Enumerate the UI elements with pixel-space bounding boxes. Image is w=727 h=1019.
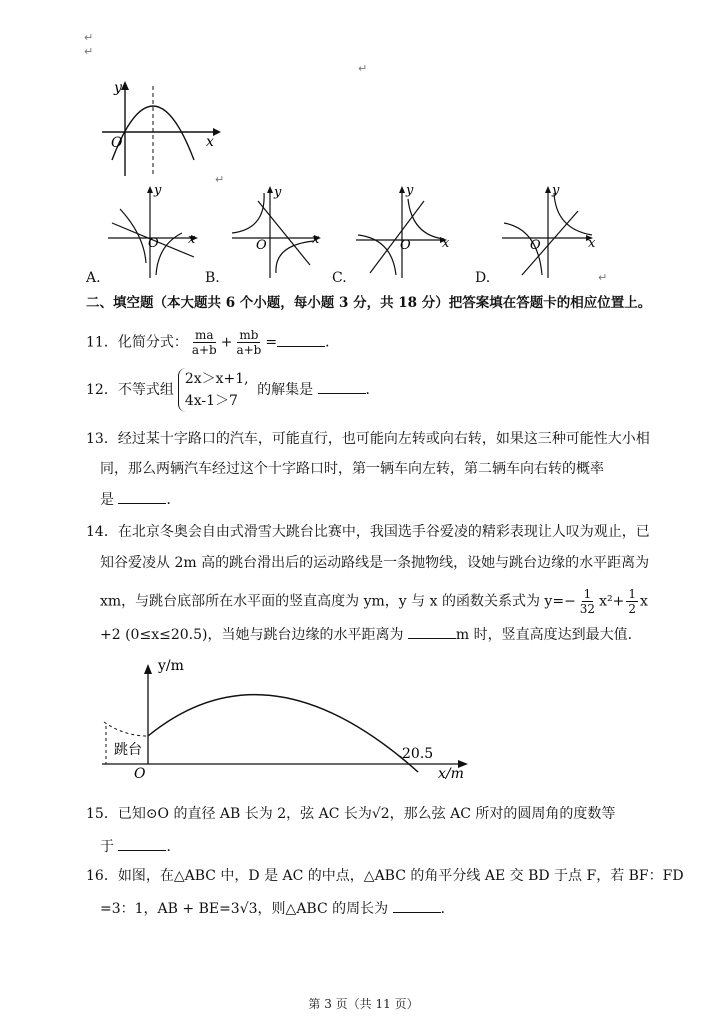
section-title: 二、填空题（本大题共 6 个小题，每小题 3 分，共 18 分）把答案填在答题卡的相应位置上。 [86, 295, 652, 311]
option-c-letter: C. [332, 270, 347, 286]
graph-origin: O [134, 766, 146, 782]
svg-text:x: x [442, 236, 450, 251]
x-axis-label: x [206, 134, 214, 150]
return-mark: ↵ [84, 45, 94, 58]
svg-text:y: y [274, 185, 282, 200]
svg-text:y: y [406, 183, 414, 198]
svg-text:O: O [530, 238, 541, 253]
q14-line3: xm，与跳台底部所在水平面的竖直高度为 ym，y 与 x 的函数关系式为 y=− $\frac{1}{32}$ x²+ $\frac{1}{2}$ x [100, 587, 648, 616]
origin-label: O [111, 135, 123, 151]
svg-text:O: O [256, 238, 267, 253]
svg-text:y: y [154, 183, 162, 198]
y-axis-label: y [114, 80, 122, 96]
page-footer: 第 3 页（共 11 页） [308, 997, 419, 1011]
q14-line1: 14．在北京冬奥会自由式滑雪大跳台比赛中，我国选手谷爱凌的精彩表现让人叹为观止，已 [86, 524, 650, 540]
svg-text:O: O [148, 236, 159, 251]
q16-line1: 16．如图，在△ABC 中，D 是 AC 的中点，△ABC 的角平分线 AE 交 BD 于点 F，若 BF：FD [86, 868, 684, 884]
q16-line2: =3：1，AB + BE=3√3，则△ABC 的周长为 ． [100, 898, 455, 919]
answer-blank[interactable] [408, 624, 456, 639]
answer-blank[interactable] [118, 836, 166, 851]
return-mark: ↵ [598, 271, 608, 284]
graph-y-label: y/m [158, 658, 184, 674]
ski-jump-graph [100, 652, 480, 782]
option-b-graph [228, 183, 338, 278]
q14-line2: 知谷爱凌从 2m 高的跳台滑出后的运动路线是一条抛物线，设她与跳台边缘的水平距离为 [100, 555, 650, 571]
svg-text:x: x [588, 236, 596, 251]
return-mark: ↵ [358, 62, 368, 75]
platform-label: 跳台 [114, 742, 142, 758]
svg-text:O: O [400, 238, 411, 253]
option-a-letter: A. [86, 270, 101, 286]
q13-line2: 同，那么两辆汽车经过这个十字路口时，第一辆车向左转，第二辆车向右转的概率 [100, 461, 604, 477]
answer-blank[interactable] [318, 379, 366, 394]
return-mark: ↵ [84, 31, 94, 44]
option-d-graph [498, 183, 608, 278]
answer-blank[interactable] [118, 489, 166, 504]
option-a-graph [98, 183, 208, 278]
q13-line3: 是 ． [100, 489, 180, 510]
q13-line1: 13．经过某十字路口的汽车，可能直行，也可能向左转或向右转，如果这三种可能性大小相 [86, 431, 650, 447]
answer-blank[interactable] [393, 898, 441, 913]
end-value-label: 20.5 [402, 746, 434, 762]
q14-line4: +2 (0≤x≤20.5)，当她与跳台边缘的水平距离为 m 时，竖直高度达到最大值． [100, 624, 642, 645]
graph-x-label: x/m [438, 766, 464, 782]
svg-text:x: x [188, 232, 196, 247]
return-mark: ↵ [215, 173, 225, 186]
q15-line1: 15．已知⊙O 的直径 AB 长为 2，弦 AC 长为√2，那么弦 AC 所对的圆周角的度数等 [86, 806, 616, 822]
option-c-graph [352, 183, 462, 278]
parabola-graph [98, 78, 223, 178]
question-12: 12．不等式组 2x＞x+1, 4x-1＞7 的解集是 ． [86, 368, 380, 412]
answer-blank[interactable] [277, 332, 325, 347]
option-d-letter: D. [475, 270, 491, 286]
svg-text:y: y [552, 183, 560, 198]
svg-text:x: x [312, 232, 320, 247]
option-b-letter: B. [205, 270, 220, 286]
question-11: 11．化简分式： $\frac{ma}{a+b}$ + $\frac{mb}{a+b}$ = ． [86, 328, 340, 357]
q15-line2: 于 ． [100, 836, 180, 857]
